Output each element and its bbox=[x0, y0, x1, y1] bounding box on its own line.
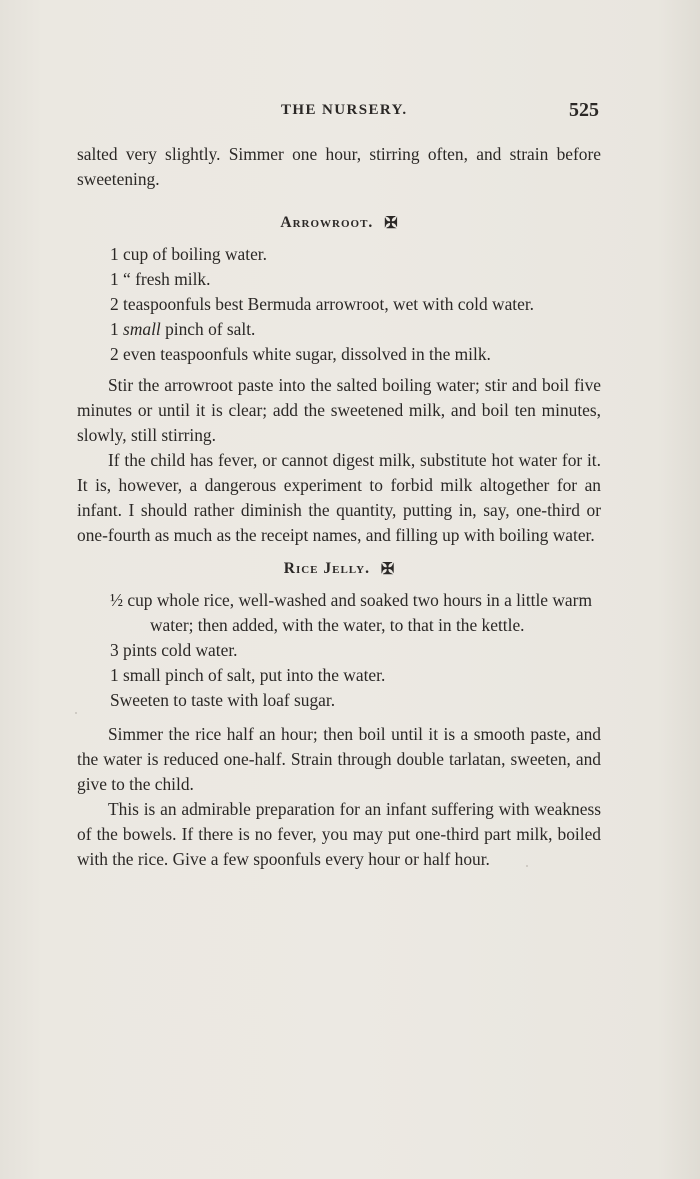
ingredient-item bbox=[110, 317, 601, 342]
ingredient-item: 1 cup of boiling water. bbox=[110, 244, 267, 264]
paragraph: If the child has fever, or cannot digest milk, substitute hot water for it. It is, however, a dangerous experiment to forbid milk altogether for an infant. I should rather diminish the quantity, putting in, say, one-third or one-fourth as much as the receipt names, and filling up with boiling water. bbox=[77, 450, 601, 545]
ingredient-item: 2 even teaspoonfuls white sugar, dissolved in the milk. bbox=[110, 344, 491, 364]
recipe-title-text: Rice Jelly. bbox=[283, 560, 370, 577]
ingredient-text: pinch of salt. bbox=[160, 319, 256, 339]
page-body bbox=[77, 142, 601, 872]
ingredient-item: 1 small pinch of salt, put into the water. bbox=[110, 665, 386, 685]
ornament-icon: ✠ bbox=[384, 215, 398, 232]
ingredient-item: 2 teaspoonfuls best Bermuda arrowroot, wet with cold water. bbox=[110, 294, 535, 314]
ingredient-text: 1 bbox=[110, 319, 124, 339]
opening-paragraph: salted very slightly. Simmer one hour, stirring often, and strain before sweetening. bbox=[77, 144, 601, 189]
recipe-title-rice-jelly bbox=[77, 556, 601, 581]
page-header bbox=[0, 99, 700, 126]
ingredient-emphasis: small bbox=[123, 319, 161, 339]
ingredient-list-rice-jelly bbox=[77, 588, 601, 713]
ingredient-item: ½ cup whole rice, well-washed and soaked two hours in a little warm water; then added, with the water, to that in the kettle. bbox=[110, 590, 592, 635]
ingredient-list-arrowroot bbox=[77, 242, 601, 367]
running-title: THE NURSERY. bbox=[281, 102, 408, 118]
paragraph: Simmer the rice half an hour; then boil until it is a smooth paste, and the water is reduced one-half. Strain through double tarlatan, sweeten, and give to the child. bbox=[77, 724, 601, 794]
ingredient-item: 3 pints cold water. bbox=[110, 640, 238, 660]
recipe-title-arrowroot bbox=[77, 210, 601, 235]
page-number: 525 bbox=[569, 99, 599, 121]
paragraph: Stir the arrowroot paste into the salted boiling water; stir and boil five minutes or until it is clear; add the sweetened milk, and boil ten minutes, slowly, still stirring. bbox=[77, 375, 601, 445]
paragraph: This is an admirable preparation for an infant suffering with weakness of the bowels. If there is no fever, you may put one-third part milk, boiled with the rice. Give a few spoonfuls every hour or half hour. bbox=[77, 799, 601, 869]
recipe-title-text: Arrowroot. bbox=[280, 214, 374, 231]
ingredient-item: Sweeten to taste with loaf sugar. bbox=[110, 690, 336, 710]
paper-speck bbox=[75, 712, 77, 714]
paper-speck bbox=[526, 865, 528, 867]
ornament-icon: ✠ bbox=[380, 561, 395, 578]
ingredient-item: 1 “ fresh milk. bbox=[110, 269, 211, 289]
